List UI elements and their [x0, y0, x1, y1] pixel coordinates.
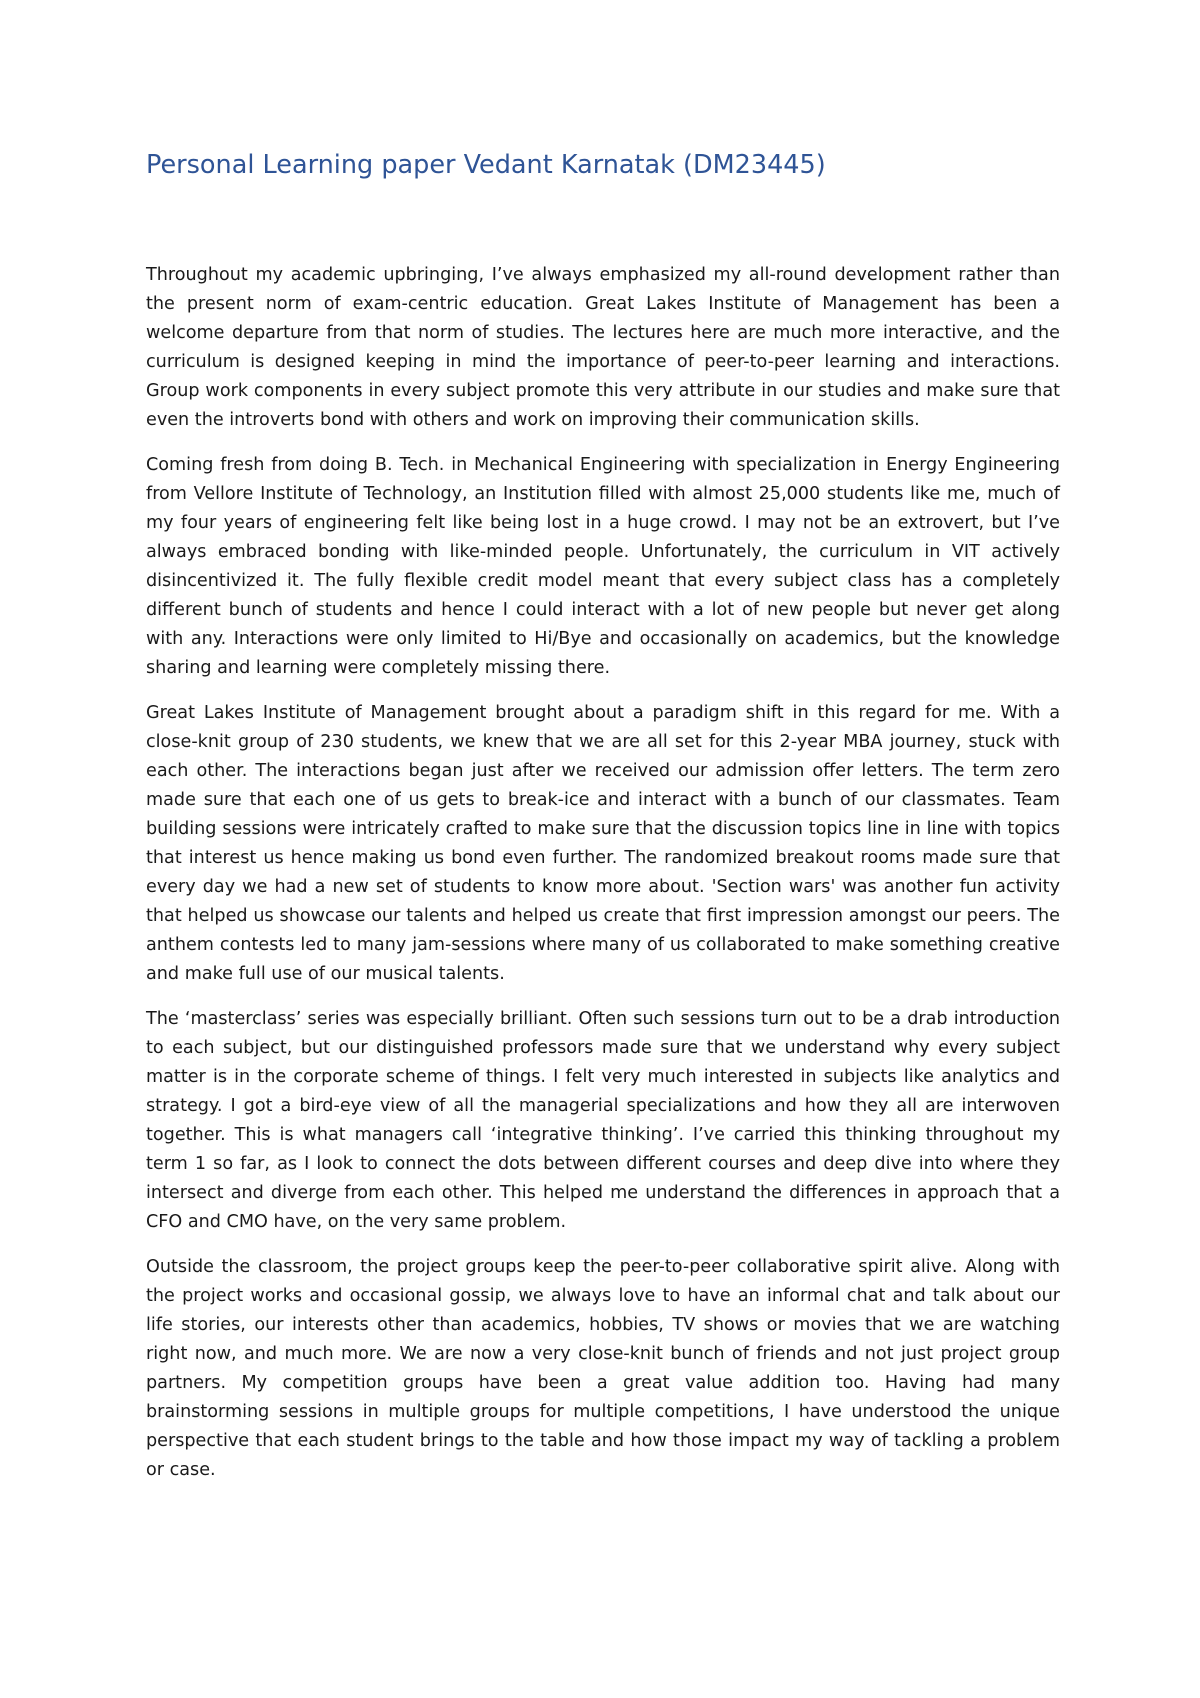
paragraph: Outside the classroom, the project groups keep the peer-to-peer collaborative spirit alive. Along with the project works and occasional gossip, we always love to have an informal chat and talk about our life stories, our interests other than academics, hobbies, TV shows or movies that we are watching right now, and much more. We are now a very close-knit bunch of friends and not just project group partners. My competition groups have been a great value addition too. Having had many brainstorming sessions in multiple groups for multiple competitions, I have understood the unique perspective that each student brings to the table and how those impact my way of tackling a problem or case. — [146, 1257, 1060, 1480]
paragraph: The ‘masterclass’ series was especially brilliant. Often such sessions turn out to be a drab introduction to each subject, but our distinguished professors made sure that we understand why every subject matter is in the corporate scheme of things. I felt very much interested in subjects like analytics and strategy. I got a bird-eye view of all the managerial specializations and how they all are interwoven together. This is what managers call ‘integrative thinking’. I’ve carried this thinking throughout my term 1 so far, as I look to connect the dots between different courses and deep dive into where they intersect and diverge from each other. This helped me understand the differences in approach that a CFO and CMO have, on the very same problem. — [146, 1009, 1060, 1232]
document-title: Personal Learning paper Vedant Karnatak (DM23445) — [146, 150, 826, 180]
paragraph: Great Lakes Institute of Management brought about a paradigm shift in this regard for me. With a close-knit group of 230 students, we knew that we are all set for this 2-year MBA journey, stuck with each other. The interactions began just after we received our admission offer letters. The term zero made sure that each one of us gets to break-ice and interact with a bunch of our classmates. Team building sessions were intricately crafted to make sure that the discussion topics line in line with topics that interest us hence making us bond even further. The randomized breakout rooms made sure that every day we had a new set of students to know more about. 'Section wars' was another fun activity that helped us showcase our talents and helped us create that first impression amongst our peers. The anthem contests led to many jam-sessions where many of us collaborated to make something creative and make full use of our musical talents. — [146, 703, 1060, 984]
paragraph: Coming fresh from doing B. Tech. in Mechanical Engineering with specialization in Energy Engineering from Vellore Institute of Technology, an Institution filled with almost 25,000 students like me, much of my four years of engineering felt like being lost in a huge crowd. I may not be an extrovert, but I’ve always embraced bonding with like-minded people. Unfortunately, the curriculum in VIT actively disincentivized it. The fully flexible credit model meant that every subject class has a completely different bunch of students and hence I could interact with a lot of new people but never get along with any. Interactions were only limited to Hi/Bye and occasionally on academics, but the knowledge sharing and learning were completely missing there. — [146, 455, 1060, 678]
document-body — [146, 261, 1060, 1501]
paragraph: Throughout my academic upbringing, I’ve always emphasized my all-round development rather than the present norm of exam-centric education. Great Lakes Institute of Management has been a welcome departure from that norm of studies. The lectures here are much more interactive, and the curriculum is designed keeping in mind the importance of peer-to-peer learning and interactions. Group work components in every subject promote this very attribute in our studies and make sure that even the introverts bond with others and work on improving their communication skills. — [146, 265, 1060, 430]
